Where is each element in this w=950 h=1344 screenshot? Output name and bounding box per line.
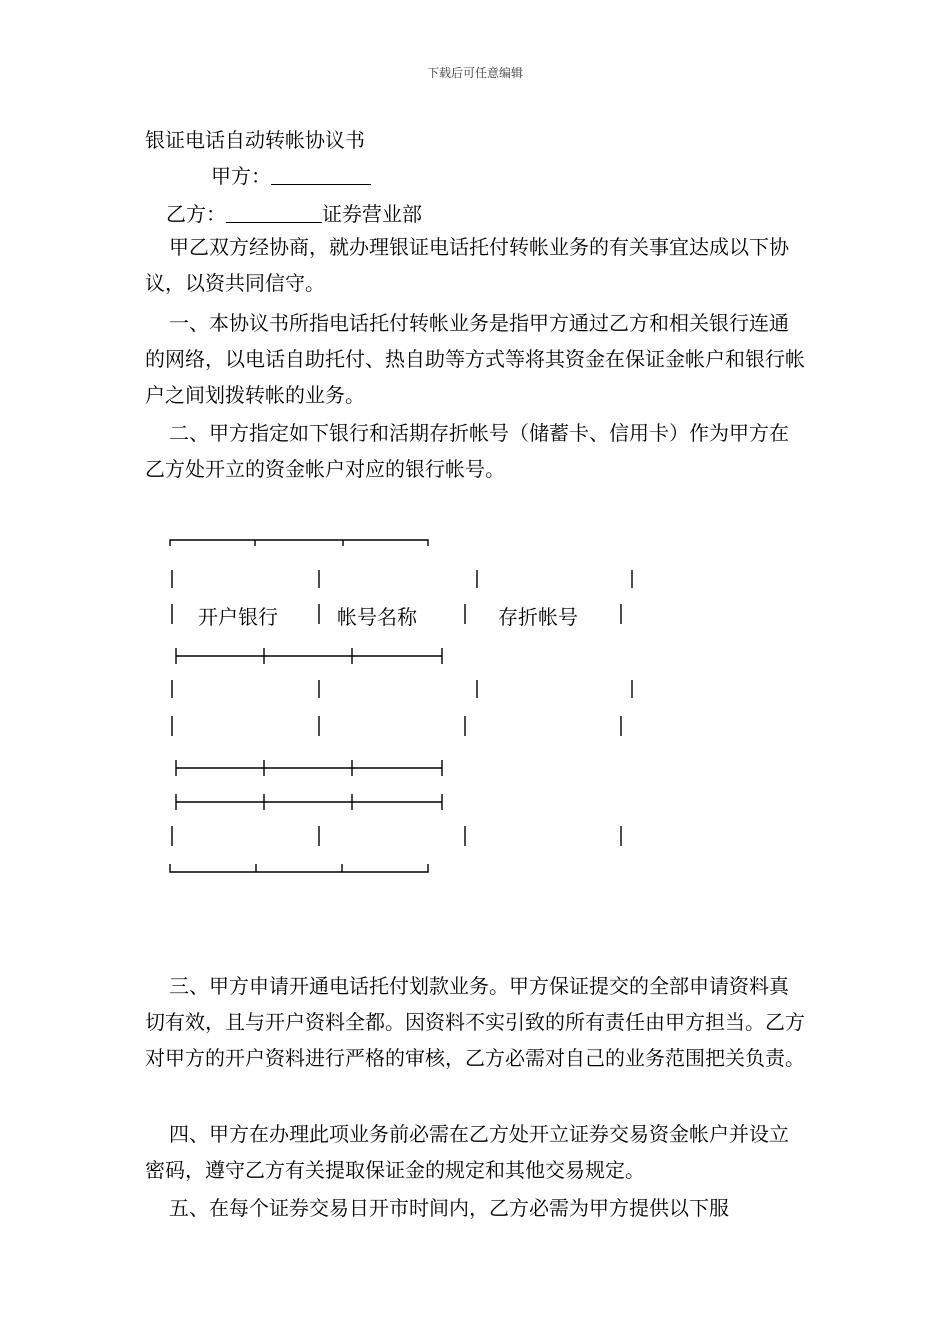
clause-1-text: 一、本协议书所指电话托付转帐业务是指甲方通过乙方和相关银行连通的网络，以电话自助托付、热自助等方式等将其资金在保证金帐户和银行帐户之间划拨转帐的业务。 bbox=[145, 311, 805, 407]
table-row-4-bars bbox=[172, 826, 621, 846]
table-bottom-border bbox=[170, 864, 428, 872]
table-col-passbook-number: 存折帐号 bbox=[498, 605, 578, 629]
table-col-bank: 开户银行 bbox=[198, 605, 278, 629]
table-sep-1 bbox=[176, 648, 442, 664]
clause-4 bbox=[145, 1116, 807, 1188]
table-row-3-bars bbox=[172, 716, 621, 736]
intro-text: 甲乙双方经协商，就办理银证电话托付转帐业务的有关事宜达成以下协议，以资共同信守。 bbox=[145, 235, 789, 295]
table-row-1-bars bbox=[172, 570, 632, 588]
clause-3-text: 三、甲方申请开通电话托付划款业务。甲方保证提交的全部申请资料真切有效，且与开户资料全都。因资料不实引致的所有责任由甲方担当。乙方对甲方的开户资料进行严格的审核，乙方必需对自己的业务范围把关负责。 bbox=[145, 974, 805, 1070]
clause-1 bbox=[145, 305, 807, 413]
party-b-label: 乙方： bbox=[166, 202, 226, 226]
table-bottom-ticks bbox=[256, 864, 342, 872]
table-sep-2 bbox=[176, 760, 442, 776]
table-lines bbox=[0, 530, 950, 890]
table-sep-3 bbox=[176, 794, 442, 810]
party-b-suffix: 证券营业部 bbox=[322, 202, 422, 226]
party-b-line bbox=[166, 198, 422, 227]
party-a-blank bbox=[271, 164, 371, 185]
party-a-line bbox=[211, 160, 371, 189]
table-top-ticks bbox=[255, 540, 343, 546]
table-row-2-bars bbox=[172, 680, 632, 698]
page-header: 下载后可任意编辑 bbox=[426, 66, 523, 80]
clause-5-text: 五、在每个证券交易日开市时间内，乙方必需为甲方提供以下服 bbox=[169, 1196, 729, 1220]
party-a-label: 甲方： bbox=[211, 164, 271, 188]
clause-2-text: 二、甲方指定如下银行和活期存折帐号（储蓄卡、信用卡）作为甲方在乙方处开立的资金帐户对应的银行帐号。 bbox=[145, 421, 789, 481]
clause-4-text: 四、甲方在办理此项业务前必需在乙方处开立证券交易资金帐户并设立密码，遵守乙方有关提取保证金的规定和其他交易规定。 bbox=[145, 1122, 789, 1182]
intro-paragraph bbox=[145, 229, 807, 301]
clause-3 bbox=[145, 968, 807, 1076]
clause-5 bbox=[145, 1190, 807, 1226]
clause-2 bbox=[145, 415, 807, 487]
document-title: 银证电话自动转帐协议书 bbox=[145, 128, 365, 152]
party-b-blank bbox=[226, 202, 322, 223]
table-col-account-name: 帐号名称 bbox=[337, 605, 417, 629]
table-top-border bbox=[170, 540, 428, 546]
